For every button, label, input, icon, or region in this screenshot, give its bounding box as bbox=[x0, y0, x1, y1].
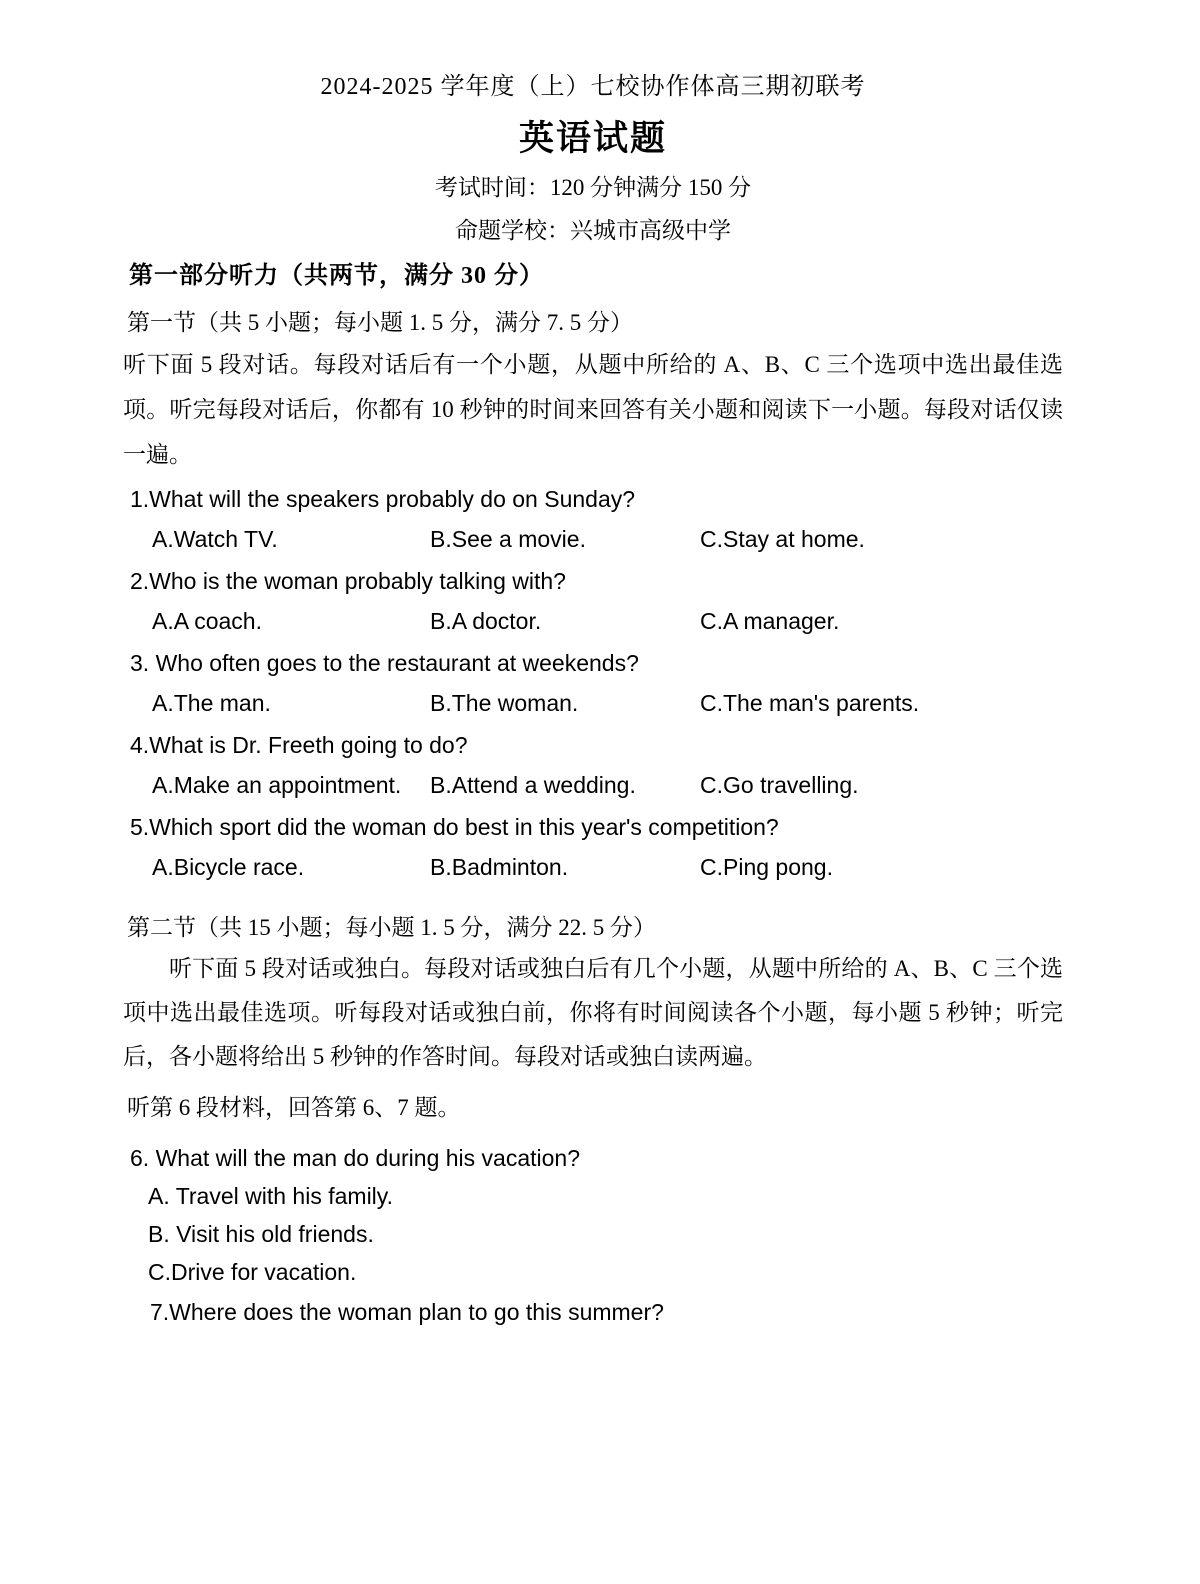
question-4-options bbox=[123, 765, 1063, 805]
question-5-option-c: C.Ping pong. bbox=[700, 854, 833, 880]
question-3-options bbox=[123, 683, 1063, 723]
question-4-option-a: A.Make an appointment. bbox=[152, 772, 402, 798]
question-4-text: 4.What is Dr. Freeth going to do? bbox=[130, 732, 468, 758]
question-3-option-b: B.The woman. bbox=[430, 690, 579, 716]
question-6-option-a: A. Travel with his family. bbox=[148, 1183, 393, 1209]
section1-instructions: 听下面 5 段对话。每段对话后有一个小题，从题中所给的 A、B、C 三个选项中选出最佳选项。听完每段对话后，你都有 10 秒钟的时间来回答有关小题和阅读下一小题。每段对话仅读一遍。 bbox=[123, 352, 1063, 467]
question-1 bbox=[123, 479, 1063, 559]
question-4-option-c: C.Go travelling. bbox=[700, 772, 859, 798]
question-3-option-c: C.The man's parents. bbox=[700, 690, 920, 716]
section2-heading: 第二节（共 15 小题；每小题 1. 5 分，满分 22. 5 分） bbox=[127, 915, 656, 940]
part1-heading: 第一部分听力（共两节，满分 30 分） bbox=[129, 263, 544, 289]
question-5-option-b: B.Badminton. bbox=[430, 854, 569, 880]
question-2-option-b: B.A doctor. bbox=[430, 608, 542, 634]
question-5 bbox=[123, 807, 1063, 887]
exam-duration-line: 考试时间：120 分钟满分 150 分 bbox=[434, 175, 752, 200]
question-3-option-a: A.The man. bbox=[152, 690, 271, 716]
question-2 bbox=[123, 561, 1063, 641]
exam-session-line: 2024-2025 学年度（上）七校协作体高三期初联考 bbox=[320, 74, 866, 100]
question-2-options bbox=[123, 601, 1063, 641]
question-3-text: 3. Who often goes to the restaurant at weekends? bbox=[130, 650, 639, 676]
question-2-text: 2.Who is the woman probably talking with? bbox=[130, 568, 566, 594]
material-6-prompt: 听第 6 段材料，回答第 6、7 题。 bbox=[127, 1095, 461, 1120]
question-5-option-a: A.Bicycle race. bbox=[152, 854, 305, 880]
question-2-option-c: C.A manager. bbox=[700, 608, 840, 634]
question-6-text: 6. What will the man do during his vacation? bbox=[130, 1145, 581, 1171]
question-7-text: 7.Where does the woman plan to go this summer? bbox=[150, 1299, 664, 1325]
question-2-option-a: A.A coach. bbox=[152, 608, 262, 634]
question-6-option-b: B. Visit his old friends. bbox=[148, 1221, 374, 1247]
question-1-option-a: A.Watch TV. bbox=[152, 526, 278, 552]
exam-school-line: 命题学校：兴城市高级中学 bbox=[455, 218, 731, 243]
section1-heading: 第一节（共 5 小题；每小题 1. 5 分，满分 7. 5 分） bbox=[127, 310, 633, 335]
question-1-text: 1.What will the speakers probably do on Sunday? bbox=[130, 486, 636, 512]
exam-title: 英语试题 bbox=[518, 119, 667, 158]
question-6-option-c: C.Drive for vacation. bbox=[148, 1259, 357, 1285]
question-1-option-b: B.See a movie. bbox=[430, 526, 586, 552]
question-3 bbox=[123, 643, 1063, 723]
question-5-text: 5.Which sport did the woman do best in this year's competition? bbox=[130, 814, 779, 840]
question-4 bbox=[123, 725, 1063, 805]
question-6 bbox=[123, 1139, 1063, 1331]
question-4-option-b: B.Attend a wedding. bbox=[430, 772, 636, 798]
section2-instructions: 听下面 5 段对话或独白。每段对话或独白后有几个小题，从题中所给的 A、B、C 三个选项中选出最佳选项。听每段对话或独白前，你将有时间阅读各个小题，每小题 5 秒钟；听完后，各小题将给出 5 秒钟的作答时间。每段对话或独白读两遍。 bbox=[123, 956, 1063, 1069]
question-1-option-c: C.Stay at home. bbox=[700, 526, 865, 552]
question-1-options bbox=[123, 519, 1063, 559]
question-5-options bbox=[123, 847, 1063, 887]
